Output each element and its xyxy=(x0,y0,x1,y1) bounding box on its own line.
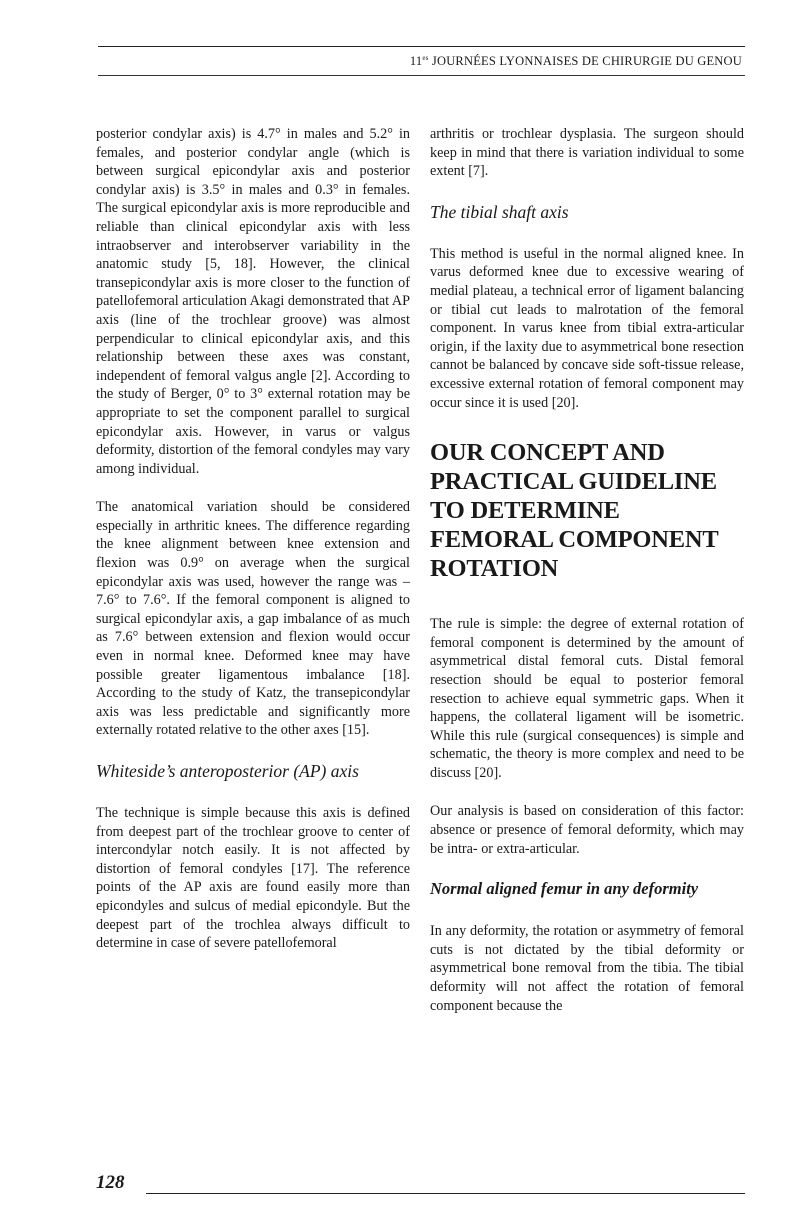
running-head-ordinal: 11 xyxy=(409,54,423,69)
right-paragraph-1: arthritis or trochlear dysplasia. The surgeon should keep in mind that there is variation individual to some extent [7]. xyxy=(430,126,744,180)
right-paragraph-5: In any deformity, the rotation or asymmetry of femoral cuts is not dictated by the tibial deformity or asymmetrical bone removal from the tibia. The tibial deformity will not affect the rotation of femoral component because the xyxy=(430,923,744,1014)
left-column xyxy=(96,125,410,973)
header-top-rule xyxy=(98,46,745,47)
running-head-ordinal-suffix: es xyxy=(422,54,429,62)
running-head xyxy=(410,54,742,69)
left-paragraph-2: The anatomical variation should be considered especially in arthritic knees. The difference regarding the knee alignment between knee extension and flexion was 0.9° on average when the surgical epicondylar axis was used, however the range was –7.6° to 7.6°. If the femoral component is aligned to surgical epicondylar axis, a gap imbalance of as much as 7.6° between extension and flexion would occur even in normal knee. Deformed knee may have possible greater ligamentous imbalance [18]. According to the study of Katz, the transepicondylar axis was less predictable and significantly more externally rotated relative to the other axes [15]. xyxy=(96,499,410,739)
right-paragraph-2: This method is useful in the normal aligned knee. In varus deformed knee due to excessive wearing of medial plateau, a technical error of ligament balancing or tibial cut leads to malrotation of the femoral component. In varus knee from tibial extra-articular origin, if the laxity due to asymmetrical bone resection cannot be balanced by concave side soft-tissue release, excessive external rotation of femoral component may occur since it is used [20]. xyxy=(430,245,744,411)
section-heading-tibial: The tibial shaft axis xyxy=(430,201,569,222)
right-column xyxy=(430,125,744,1035)
running-head-title: JOURNÉES LYONNAISES DE CHIRURGIE DU GENOU xyxy=(428,54,742,69)
header-bottom-rule xyxy=(98,75,745,76)
section-heading-concept: OUR CONCEPT AND PRACTICAL GUIDELINE TO DETERMINE FEMORAL COMPONENT ROTATION xyxy=(430,439,719,583)
section-heading-whiteside: Whiteside’s anteroposterior (AP) axis xyxy=(96,761,359,781)
left-paragraph-1: posterior condylar axis) is 4.7° in males and 5.2° in females, and posterior condylar angle (which is between surgical epicondylar axis and posterior condylar axis) is 3.5° in males and 0.3° in females. The surgical epicondylar axis is more reproducible and reliable than clinical epicondylar axis with less intraobserver and interobserver variability in the anatomic study [5, 18]. However, the clinical transepicondylar axis is more closer to the function of patellofemoral articulation Akagi demonstrated that AP axis (line of the trochlear groove) was almost perpendicular to clinical epicondylar axis, and this relationship between these axes was constant, independent of femoral valgus angle [2]. According to the study of Berger, 0° to 3° external rotation may be appropriate to set the component parallel to surgical epicondylar axis. However, in varus or valgus deformity, distortion of the femoral condyles may vary among individual. xyxy=(96,126,411,477)
left-paragraph-3: The technique is simple because this axis is defined from deepest part of the trochlear groove to center of intercondylar notch easily. It is not affected by distortion of femoral condyles [17]. The reference points of the AP axis are found easily more than epicondyles and sulcus of medial epicondyle. But the deepest part of the trochlea always difficult to determine in case of severe patellofemoral xyxy=(96,805,410,952)
right-paragraph-3: The rule is simple: the degree of external rotation of femoral component is determined by the amount of asymmetrical distal femoral cuts. Distal femoral resection should be equal to posterior femoral resection to achieve equal symmetric gaps. When it happens, the collateral ligament will be isometric. While this rule (surgical consequences) is simple and schematic, the theory is more complex and need to be discuss [20]. xyxy=(430,616,744,781)
right-paragraph-4: Our analysis is based on consideration of this factor: absence or presence of femoral deformity, which may be intra- or extra-articular. xyxy=(430,803,744,857)
footer-rule xyxy=(146,1193,745,1194)
section-heading-normal-aligned: Normal aligned femur in any deformity xyxy=(430,879,699,899)
page-number: 128 xyxy=(96,1172,125,1193)
